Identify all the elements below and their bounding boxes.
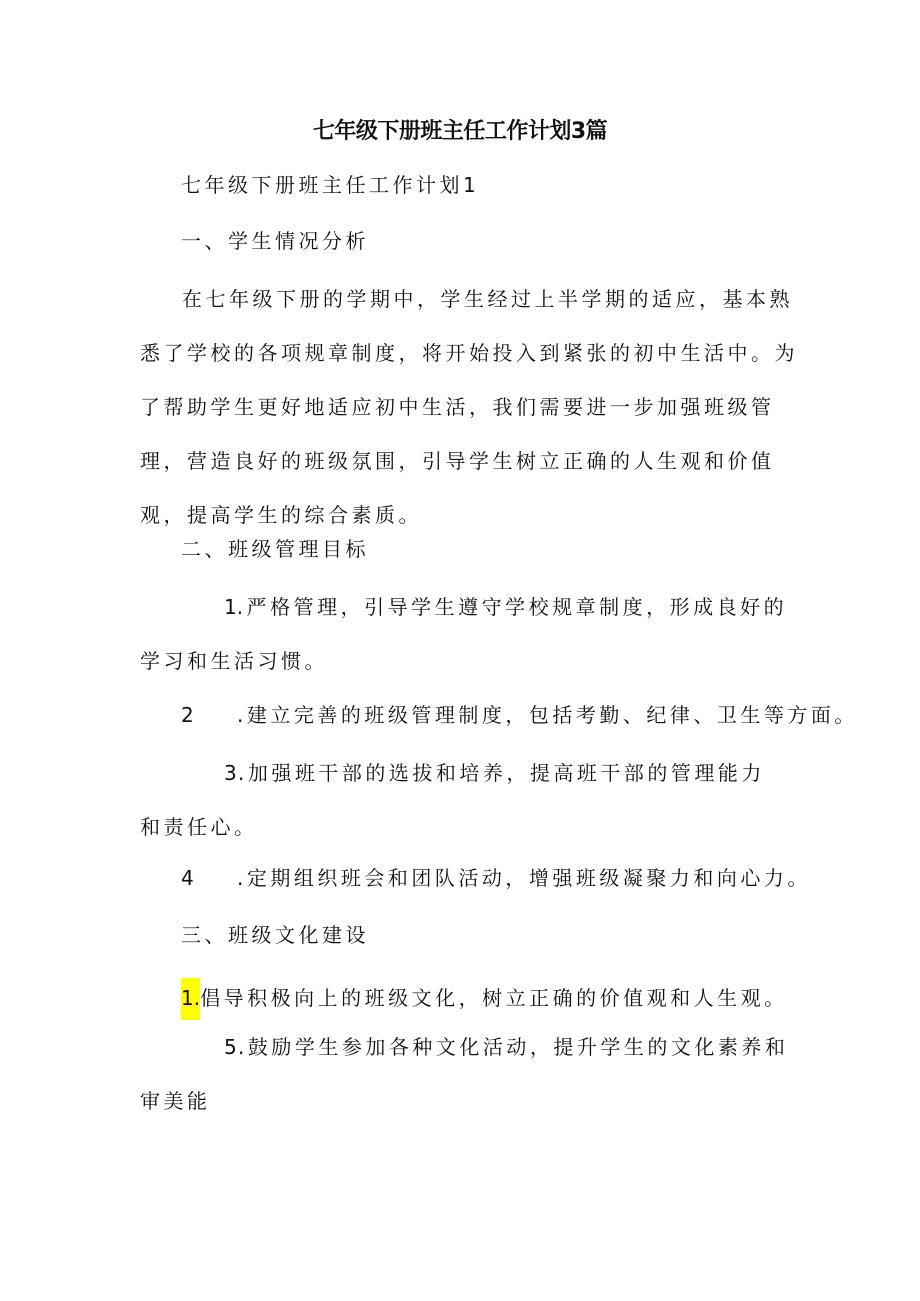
- document-subtitle: 七年级下册班主任工作计划1: [181, 173, 480, 197]
- section2-heading: 二、班级管理目标: [181, 537, 369, 561]
- section3-item-1: [181, 978, 788, 1020]
- section3-heading: 三、班级文化建设: [181, 923, 369, 947]
- item-text: .建立完善的班级管理制度，包括考勤、纪律、卫生等方面。: [237, 703, 858, 727]
- item-text: .加强班干部的选拔和培养，提高班干部的管理能力和责任心。: [140, 761, 765, 839]
- section2-item-3: [140, 746, 780, 854]
- item-number: 5: [224, 1035, 237, 1059]
- section2-item-1: [140, 580, 800, 688]
- section1-paragraph: 在七年级下册的学期中，学生经过上半学期的适应，基本熟悉了学校的各项规章制度，将开始投入到紧张的初中生活中。为了帮助学生更好地适应初中生活，我们需要进一步加强班级管理，营造良好的班级氛围，引导学生树立正确的人生观和价值观，提高学生的综合素质。: [140, 287, 798, 527]
- highlighted-number: 1.: [181, 978, 200, 1020]
- item-number: 1: [224, 595, 237, 619]
- section3-item-2: [140, 1020, 800, 1128]
- document-title: 七年级下册班主任工作计划3篇: [312, 119, 608, 144]
- item-text: .严格管理，引导学生遵守学校规章制度，形成良好的学习和生活习惯。: [140, 595, 788, 673]
- item-number: 2: [181, 703, 194, 727]
- item-number: 3: [224, 761, 237, 785]
- item-text: .定期组织班会和团队活动，增强班级凝聚力和向心力。: [237, 866, 811, 890]
- item-text: 倡导积极向上的班级文化，树立正确的价值观和人生观。: [200, 986, 788, 1010]
- section2-item-2: [181, 700, 858, 730]
- item-text: .鼓励学生参加各种文化活动，提升学生的文化素养和审美能: [140, 1035, 789, 1113]
- section1-heading: 一、学生情况分析: [181, 229, 369, 253]
- section2-item-4: [181, 863, 811, 893]
- item-number: 4: [181, 866, 194, 890]
